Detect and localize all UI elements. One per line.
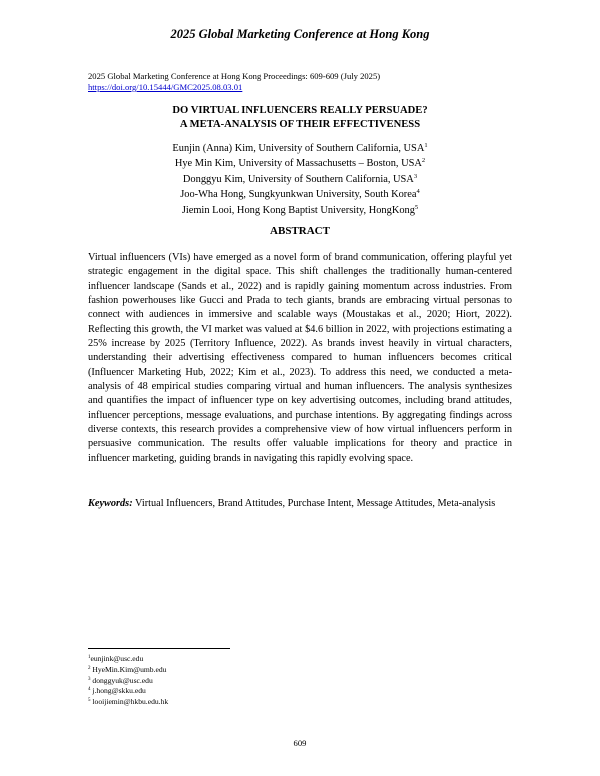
keywords-label: Keywords: bbox=[88, 498, 133, 509]
paper-title bbox=[0, 104, 600, 132]
footnote-mark: 1 bbox=[88, 655, 91, 660]
keywords-text: Virtual Influencers, Brand Attitudes, Purchase Intent, Message Attitudes, Meta-analysis bbox=[135, 498, 496, 509]
author-name: Hye Min Kim, University of Massachusetts – Boston, USA bbox=[174, 158, 422, 170]
proceedings-citation: 2025 Global Marketing Conference at Hong Kong Proceedings: 609-609 (July 2025) bbox=[88, 71, 381, 81]
author-name: Eunjin (Anna) Kim, University of Southern California, USA bbox=[172, 143, 425, 154]
footnote-item bbox=[88, 654, 168, 665]
title-line-1: DO VIRTUAL INFLUENCERS REALLY PERSUADE? bbox=[172, 105, 428, 116]
abstract-text: Virtual influencers (VIs) have emerged as a novel form of brand communication, offering playful yet strategic engagement in the digital space. This shift challenges the traditionally human-centered influencer landscape (Sands et al., 2022) and is rapidly gaining momentum across industries. From fashion powerhouses like Gucci and Prada to tech giants, brands are embracing virtual personas to connect with audiences in immersive and scalable ways (Moustakas et al., 2020; Hiort, 2022). Reflecting this growth, the VI market was valued at $4.6 billion in 2022, with projections estimating a 25% increase by 2025 (Territory Influence, 2022). As brands invest heavily in virtual characters, understanding their advertising effectiveness compared to human influencers becomes critical (Influencer Marketing Hub, 2022; Kim et al., 2023). To address this need, we conducted a meta-analysis of 48 empirical studies comparing virtual and human influencers. The analysis synthesizes and quantifies the impact of influencer type on key advertising outcomes, including brand attitudes, influencer perceptions, message evaluations, and purchase intentions. By aggregating findings across diverse contexts, this research provides a comprehensive view of how virtual influencers perform in persuasive communication. The results offer valuable implications for theory and practice in influencer marketing, guiding brands in navigating this rapidly evolving space. bbox=[88, 252, 512, 464]
abstract-heading: ABSTRACT bbox=[270, 225, 330, 237]
author-line bbox=[0, 203, 600, 218]
footnote-mark: 3 bbox=[88, 676, 91, 682]
footnote-mark: 5 bbox=[88, 698, 91, 704]
author-name: Donggyu Kim, University of Southern California, USA bbox=[182, 173, 414, 185]
author-line bbox=[0, 187, 600, 202]
author-line bbox=[0, 141, 600, 156]
footnote-divider bbox=[88, 648, 230, 649]
footnote-item bbox=[88, 686, 168, 697]
author-footnote-mark: 2 bbox=[421, 157, 426, 165]
footnotes bbox=[88, 654, 168, 708]
footnote-email: j.hong@skku.edu bbox=[92, 686, 146, 696]
footnote-mark: 4 bbox=[88, 687, 91, 693]
footnote-mark: 2 bbox=[88, 665, 91, 671]
author-list bbox=[0, 141, 600, 218]
author-line bbox=[0, 172, 600, 187]
title-line-2: A META-ANALYSIS OF THEIR EFFECTIVENESS bbox=[179, 119, 421, 130]
author-footnote-mark: 1 bbox=[424, 142, 428, 149]
footnote-item bbox=[88, 665, 168, 676]
author-name: Jiemin Looi, Hong Kong Baptist University, HongKong bbox=[181, 204, 415, 216]
footnote-email: HyeMin.Kim@umb.edu bbox=[92, 664, 167, 674]
author-name: Joo-Wha Hong, Sungkyunkwan University, South Korea bbox=[180, 189, 417, 201]
footnote-email: eunjink@usc.edu bbox=[90, 654, 144, 663]
footnote-item bbox=[88, 676, 168, 687]
conference-header: 2025 Global Marketing Conference at Hong Kong bbox=[170, 27, 430, 41]
footnote-email: donggyuk@usc.edu bbox=[92, 675, 153, 685]
keywords bbox=[88, 497, 512, 511]
author-footnote-mark: 4 bbox=[416, 188, 420, 196]
page-number: 609 bbox=[293, 738, 307, 748]
author-line bbox=[0, 156, 600, 171]
doi-link[interactable]: https://doi.org/10.15444/GMC2025.08.03.01 bbox=[88, 82, 243, 92]
author-footnote-mark: 3 bbox=[413, 172, 418, 180]
footnote-email: looijiemin@hkbu.edu.hk bbox=[92, 697, 169, 707]
author-footnote-mark: 5 bbox=[414, 203, 419, 211]
footnote-item bbox=[88, 697, 168, 708]
